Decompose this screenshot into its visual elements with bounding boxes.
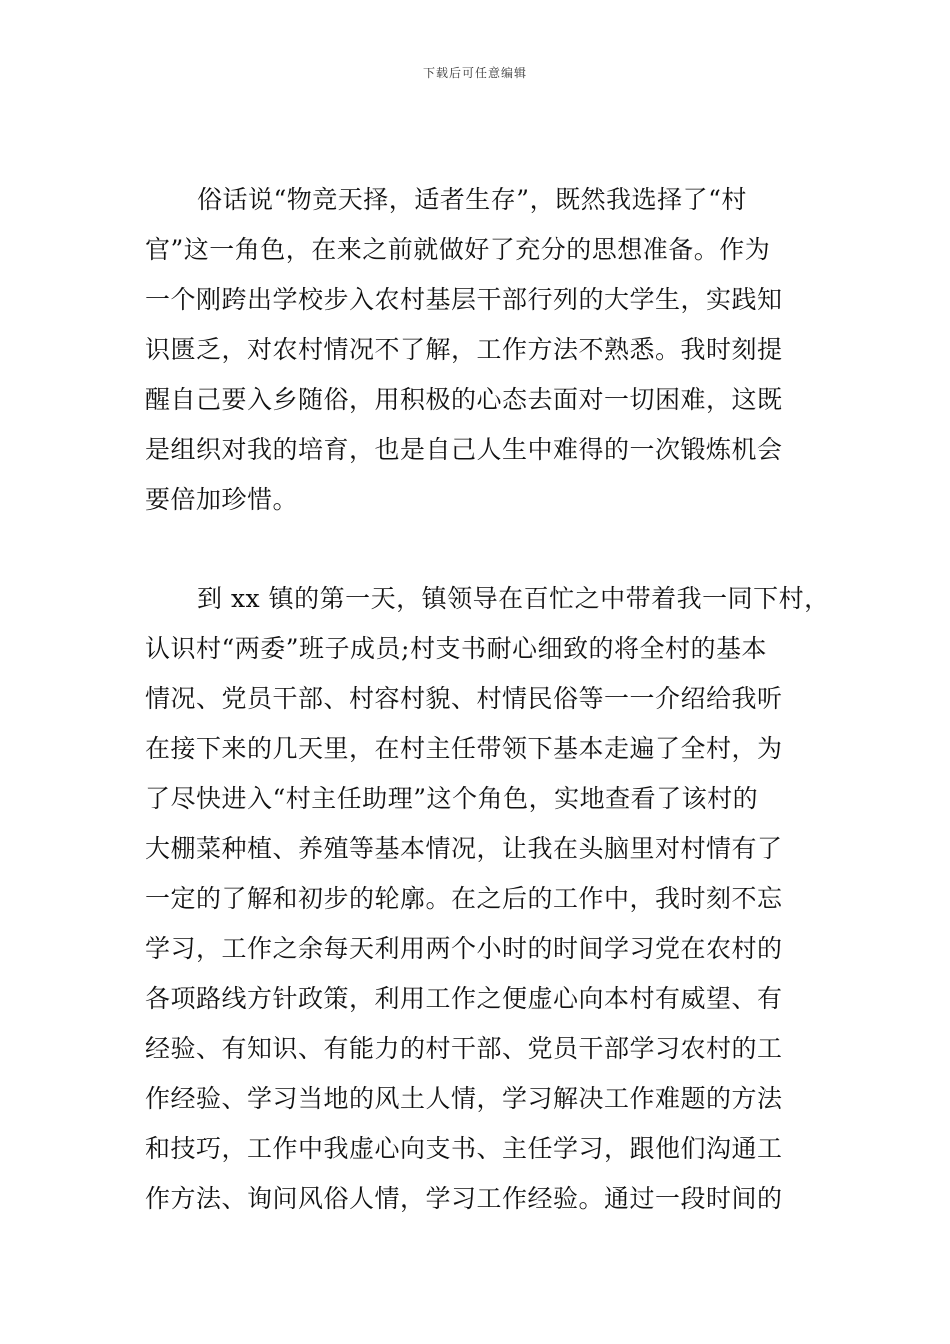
- text-line: 是组织对我的培育，也是自己人生中难得的一次锻炼机会: [145, 435, 783, 464]
- text-line: 在接下来的几天里，在村主任带领下基本走遍了全村，为: [145, 734, 783, 763]
- text-line: 和技巧，工作中我虚心向支书、主任学习，跟他们沟通工: [145, 1134, 783, 1163]
- text-line: 作方法、询问风俗人情，学习工作经验。通过一段时间的: [145, 1184, 783, 1213]
- text-line: 作经验、学习当地的风土人情，学习解决工作难题的方法: [145, 1084, 783, 1113]
- text-line: 经验、有知识、有能力的村干部、党员干部学习农村的工: [145, 1034, 783, 1063]
- text-line: 了尽快进入“村主任助理”这个角色，实地查看了该村的: [145, 784, 759, 813]
- text-line: 俗话说“物竞天择，适者生存”，既然我选择了“村: [197, 185, 747, 214]
- text-line: 官”这一角色，在来之前就做好了充分的思想准备。作为: [145, 235, 771, 264]
- text-line: 情况、党员干部、村容村貌、村情民俗等一一介绍给我听: [145, 684, 783, 713]
- text-line: 一定的了解和初步的轮廓。在之后的工作中，我时刻不忘: [145, 884, 783, 913]
- text-line: 学习，工作之余每天利用两个小时的时间学习党在农村的: [145, 934, 783, 963]
- text-line: 认识村“两委”班子成员;村支书耐心细致的将全村的基本: [145, 634, 767, 663]
- text-line: 一个刚跨出学校步入农村基层干部行列的大学生，实践知: [145, 285, 783, 314]
- page-header: 下载后可任意编辑: [422, 66, 527, 80]
- paragraph: [145, 574, 830, 1224]
- text-line: 识匮乏，对农村情况不了解，工作方法不熟悉。我时刻提: [145, 335, 783, 364]
- text-line: 到 xx 镇的第一天，镇领导在百忙之中带着我一同下村，: [197, 584, 830, 613]
- paragraph: [145, 175, 810, 525]
- text-line: 醒自己要入乡随俗，用积极的心态去面对一切困难，这既: [145, 385, 783, 414]
- text-line: 各项路线方针政策，利用工作之便虚心向本村有威望、有: [145, 984, 783, 1013]
- text-line: 要倍加珍惜。: [145, 485, 299, 514]
- text-line: 大棚菜种植、养殖等基本情况，让我在头脑里对村情有了: [145, 834, 783, 863]
